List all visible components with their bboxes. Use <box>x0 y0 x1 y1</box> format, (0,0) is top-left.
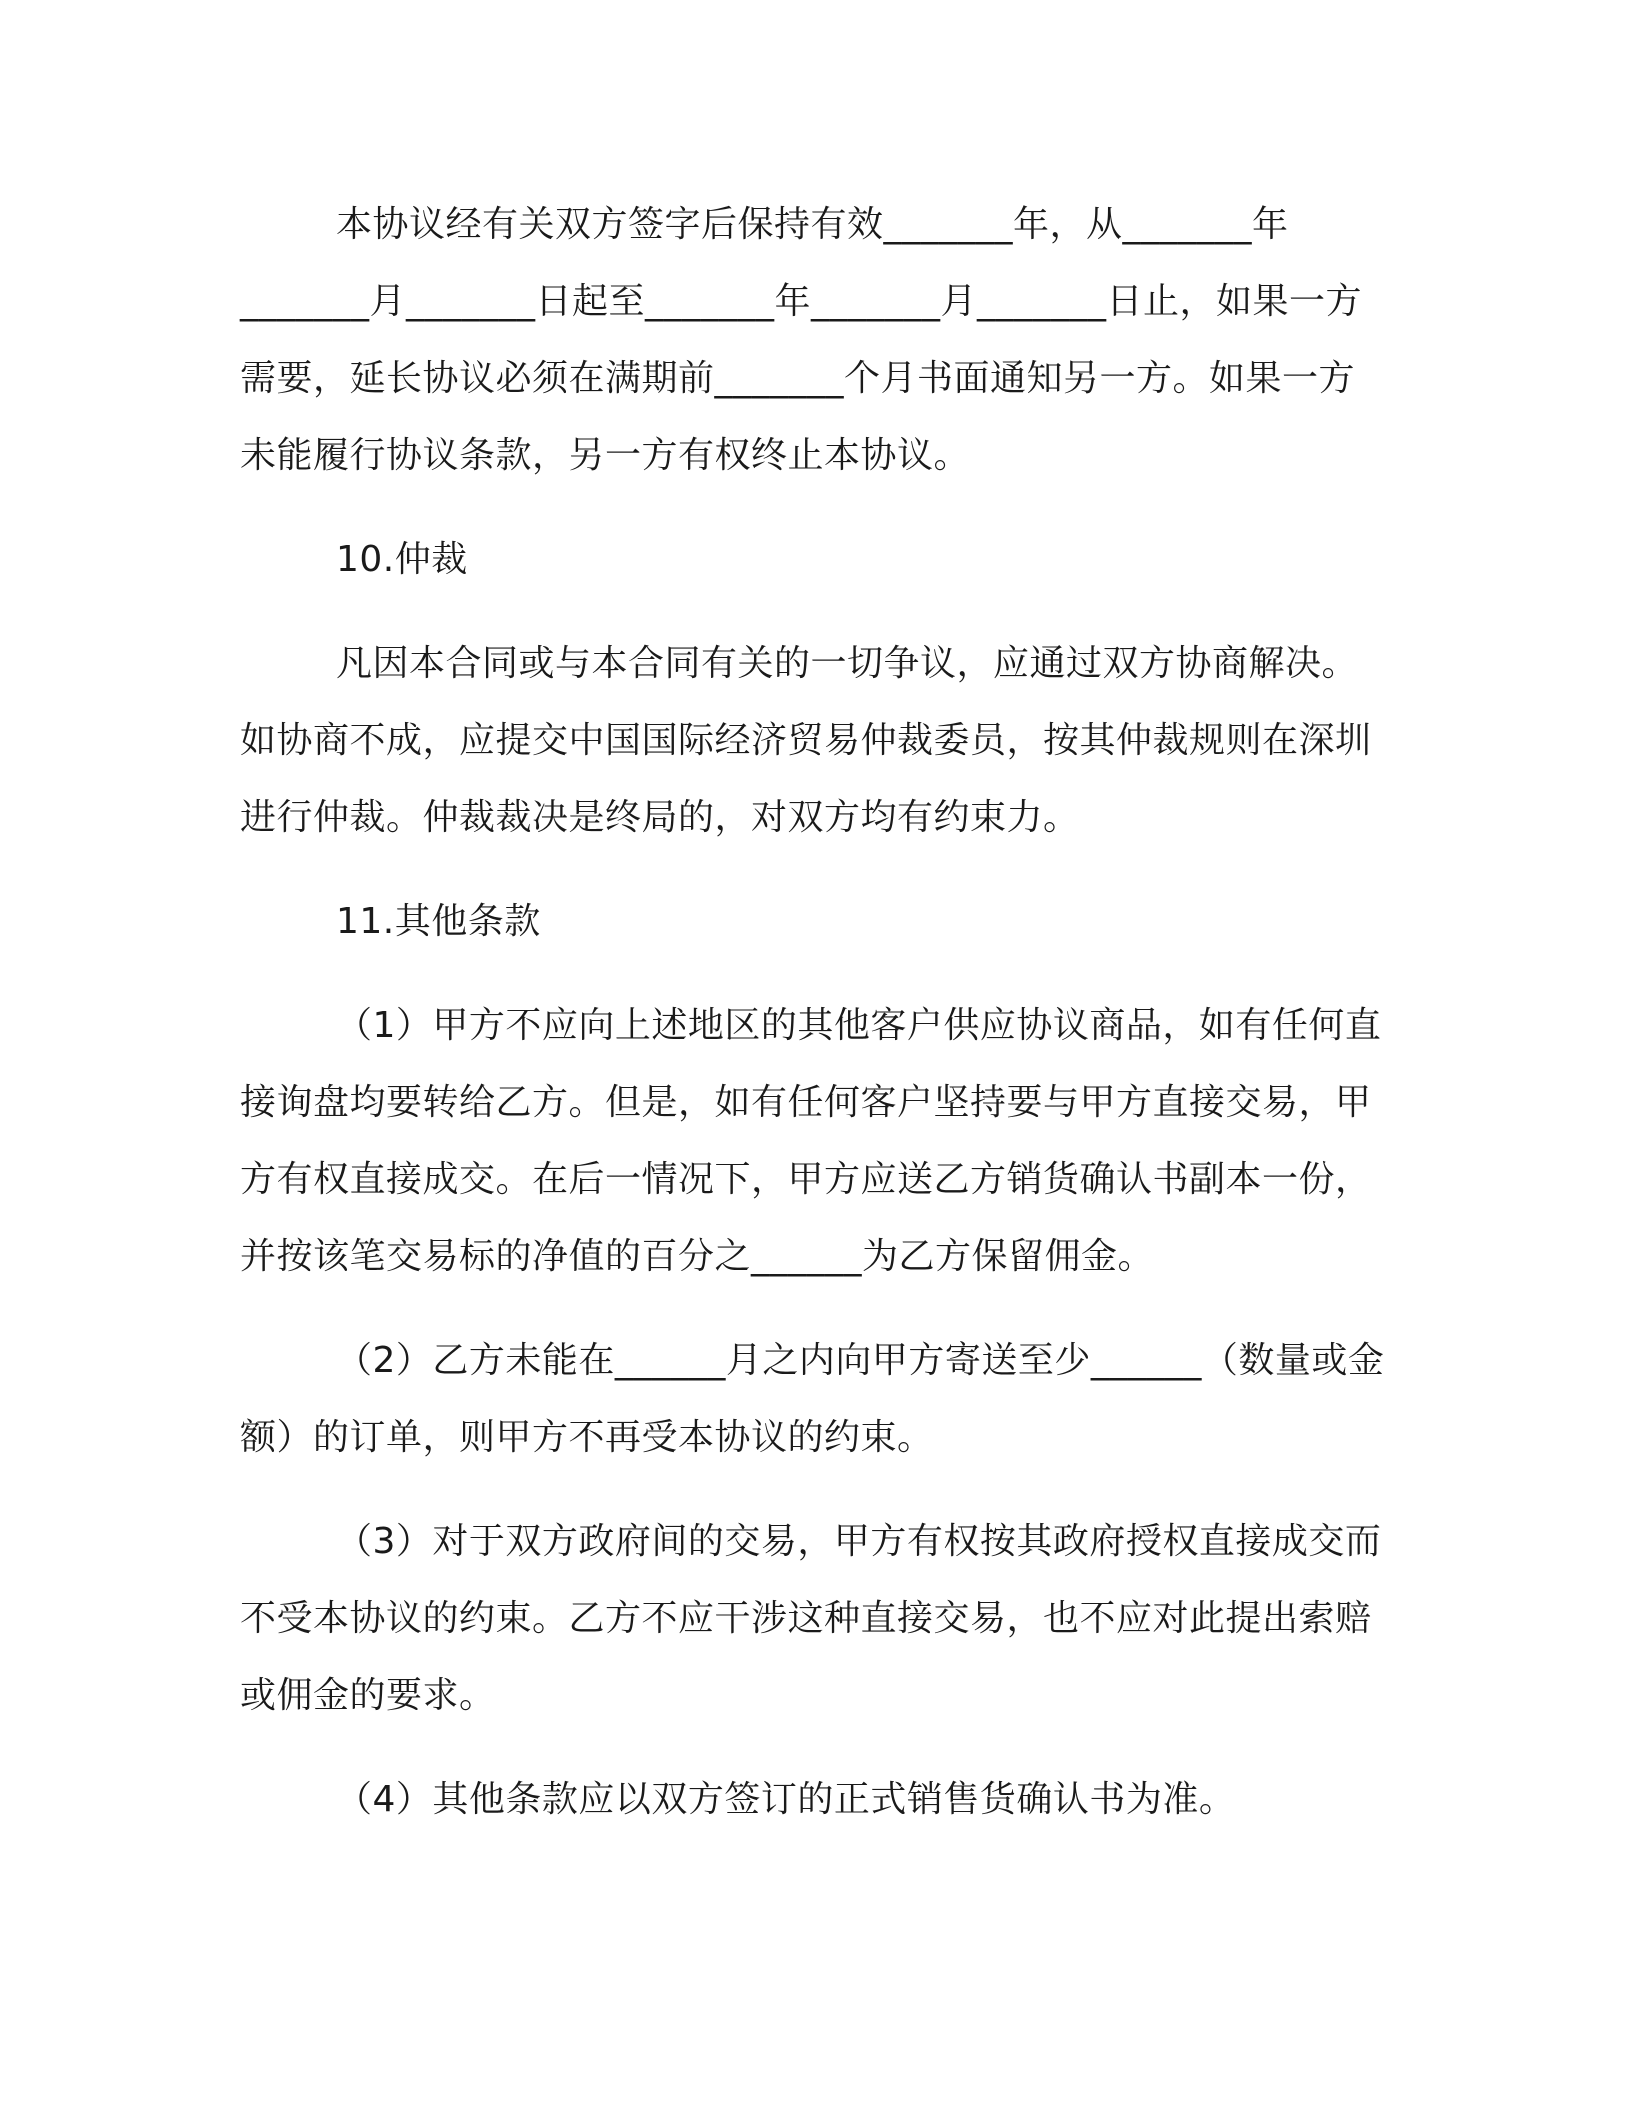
clause-4: （4）其他条款应以双方签订的正式销售货确认书为准。 <box>336 1779 1236 1820</box>
section-heading-other-terms: 11.其他条款 <box>336 901 541 942</box>
paragraph-gap <box>240 1476 1388 1503</box>
section-heading-arbitration: 10.仲裁 <box>336 539 468 580</box>
document-body <box>240 186 1388 1838</box>
paragraph-gap <box>240 856 1388 883</box>
clause-3: （3）对于双方政府间的交易，甲方有权按其政府授权直接成交而不受本协议的约束。乙方不应干涉这种直接交易，也不应对此提出索赔或佣金的要求。 <box>240 1521 1382 1716</box>
clause-2: （2）乙方未能在______月之内向甲方寄送至少______（数量或金额）的订单，则甲方不再受本协议的约束。 <box>240 1340 1385 1458</box>
paragraph-gap <box>240 1295 1388 1322</box>
paragraph-gap <box>240 598 1388 625</box>
paragraph-gap <box>240 960 1388 987</box>
paragraph-arbitration: 凡因本合同或与本合同有关的一切争议，应通过双方协商解决。如协商不成，应提交中国国际经济贸易仲裁委员，按其仲裁规则在深圳进行仲裁。仲裁裁决是终局的，对双方均有约束力。 <box>240 643 1372 838</box>
paragraph-gap <box>240 494 1388 521</box>
clause-1: （1）甲方不应向上述地区的其他客户供应协议商品，如有任何直接询盘均要转给乙方。但是，如有任何客户坚持要与甲方直接交易，甲方有权直接成交。在后一情况下，甲方应送乙方销货确认书副本一份，并按该笔交易标的净值的百分之______为乙方保留佣金。 <box>240 1005 1382 1277</box>
paragraph-validity-term: 本协议经有关双方签字后保持有效_______年，从_______年_______月_______日起至_______年_______月_______日止，如果一方需要，延长协议必须在满期前_______个月书面通知另一方。如果一方未能履行协议条款，另一方有权终止本协议。 <box>240 204 1363 476</box>
paragraph-gap <box>240 1734 1388 1761</box>
